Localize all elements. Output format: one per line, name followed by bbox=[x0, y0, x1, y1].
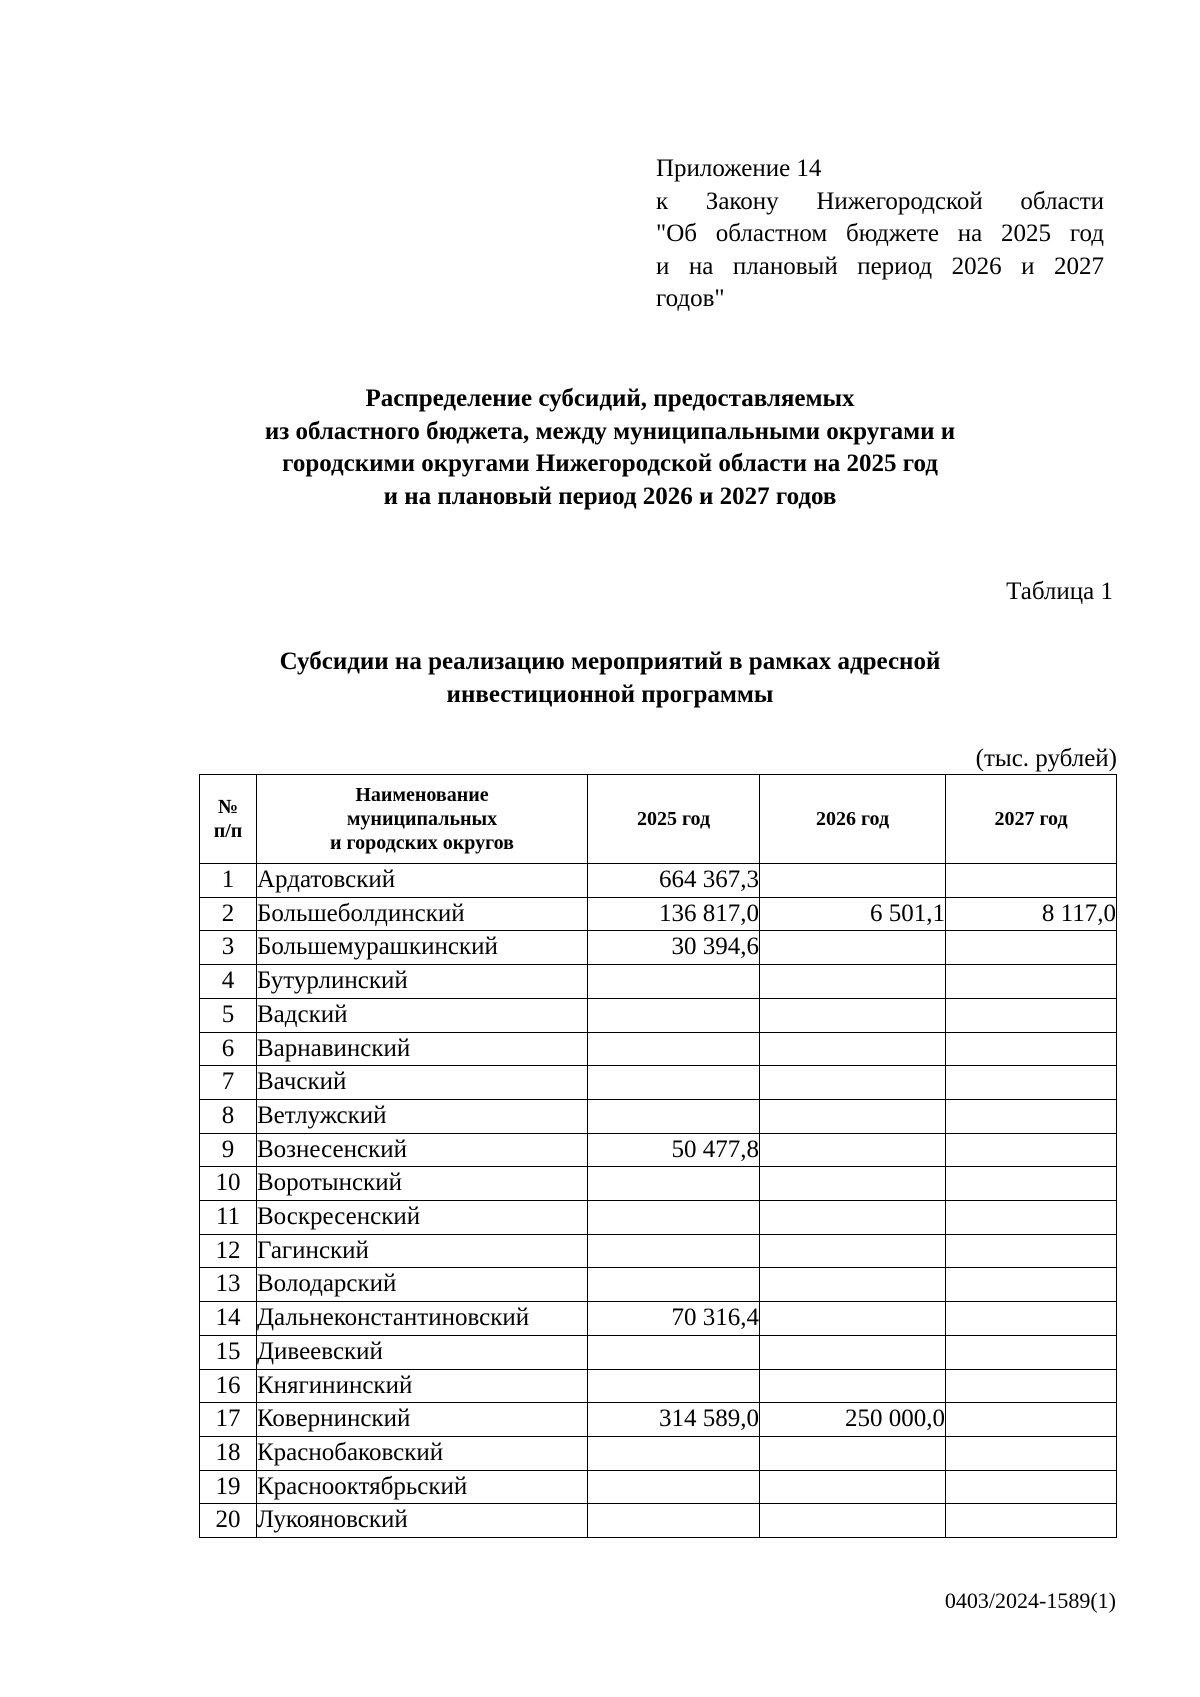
appendix-line: годов" bbox=[656, 285, 725, 312]
table-row bbox=[200, 1167, 1117, 1201]
table-row bbox=[200, 965, 1117, 999]
row-number: 14 bbox=[200, 1302, 257, 1336]
header-name-line3: и городских округов bbox=[330, 832, 514, 854]
row-number: 5 bbox=[200, 998, 257, 1032]
value-2025: 70 316,4 bbox=[588, 1302, 760, 1336]
value-2026 bbox=[760, 1167, 946, 1201]
district-name: Большеболдинский bbox=[257, 897, 588, 931]
value-2026 bbox=[760, 864, 946, 898]
district-name: Большемурашкинский bbox=[257, 931, 588, 965]
header-2027: 2027 год bbox=[946, 775, 1117, 864]
table-row bbox=[200, 1099, 1117, 1133]
row-number: 12 bbox=[200, 1234, 257, 1268]
header-2026: 2026 год bbox=[760, 775, 946, 864]
row-number: 9 bbox=[200, 1133, 257, 1167]
value-2027 bbox=[946, 1066, 1117, 1100]
value-2026 bbox=[760, 965, 946, 999]
table-row bbox=[200, 864, 1117, 898]
header-name-line1: Наименование bbox=[355, 784, 489, 806]
value-2025: 30 394,6 bbox=[588, 931, 760, 965]
row-number: 16 bbox=[200, 1369, 257, 1403]
table-row bbox=[200, 1504, 1117, 1538]
table-row bbox=[200, 998, 1117, 1032]
header-name-line2: муниципальных bbox=[346, 808, 498, 830]
district-name: Ковернинский bbox=[257, 1403, 588, 1437]
header-number-line1: № bbox=[217, 796, 239, 818]
district-name: Володарский bbox=[257, 1268, 588, 1302]
row-number: 18 bbox=[200, 1436, 257, 1470]
value-2027 bbox=[946, 1133, 1117, 1167]
value-2027 bbox=[946, 1099, 1117, 1133]
table-row bbox=[200, 1369, 1117, 1403]
row-number: 11 bbox=[200, 1201, 257, 1235]
table-row bbox=[200, 897, 1117, 931]
value-2025 bbox=[588, 1167, 760, 1201]
district-name: Краснобаковский bbox=[257, 1436, 588, 1470]
value-2027 bbox=[946, 1302, 1117, 1336]
value-2026 bbox=[760, 1470, 946, 1504]
row-number: 8 bbox=[200, 1099, 257, 1133]
value-2027 bbox=[946, 1504, 1117, 1538]
row-number: 6 bbox=[200, 1032, 257, 1066]
district-name: Гагинский bbox=[257, 1234, 588, 1268]
value-2025 bbox=[588, 1032, 760, 1066]
table-row bbox=[200, 1032, 1117, 1066]
value-2025 bbox=[588, 1234, 760, 1268]
district-name: Дальнеконстантиновский bbox=[257, 1302, 588, 1336]
subsidies-table bbox=[199, 774, 1117, 1538]
table-row bbox=[200, 1133, 1117, 1167]
value-2026 bbox=[760, 1133, 946, 1167]
value-2027 bbox=[946, 965, 1117, 999]
document-title bbox=[150, 383, 1070, 513]
value-2026 bbox=[760, 1268, 946, 1302]
subtitle-line: Субсидии на реализацию мероприятий в рамках адресной bbox=[279, 648, 941, 675]
value-2026: 6 501,1 bbox=[760, 897, 946, 931]
title-line: и на плановый период 2026 и 2027 годов bbox=[383, 482, 837, 510]
district-name: Княгининский bbox=[257, 1369, 588, 1403]
row-number: 4 bbox=[200, 965, 257, 999]
value-2026 bbox=[760, 1369, 946, 1403]
title-line: городскими округами Нижегородской области на 2025 год bbox=[282, 450, 938, 477]
table-subtitle bbox=[150, 646, 1070, 711]
row-number: 17 bbox=[200, 1403, 257, 1437]
value-2027 bbox=[946, 1335, 1117, 1369]
district-name: Вадский bbox=[257, 998, 588, 1032]
table-row bbox=[200, 1066, 1117, 1100]
value-2026 bbox=[760, 1032, 946, 1066]
value-2026 bbox=[760, 1504, 946, 1538]
value-2026 bbox=[760, 998, 946, 1032]
value-2026 bbox=[760, 1335, 946, 1369]
title-line: Распределение субсидий, предоставляемых bbox=[365, 385, 855, 412]
value-2026 bbox=[760, 1234, 946, 1268]
table-label: Таблица 1 bbox=[1006, 578, 1113, 605]
value-2027 bbox=[946, 864, 1117, 898]
units-label: (тыс. рублей) bbox=[975, 745, 1117, 772]
table-row bbox=[200, 1403, 1117, 1437]
row-number: 2 bbox=[200, 897, 257, 931]
title-line: из областного бюджета, между муниципальными округами и bbox=[264, 417, 956, 445]
value-2025: 136 817,0 bbox=[588, 897, 760, 931]
district-name: Ардатовский bbox=[257, 864, 588, 898]
value-2025 bbox=[588, 1369, 760, 1403]
document-code: 0403/2024-1589(1) bbox=[944, 1588, 1116, 1613]
value-2027: 8 117,0 bbox=[946, 897, 1117, 931]
value-2025 bbox=[588, 998, 760, 1032]
value-2027 bbox=[946, 1167, 1117, 1201]
value-2026 bbox=[760, 1302, 946, 1336]
row-number: 10 bbox=[200, 1167, 257, 1201]
district-name: Ветлужский bbox=[257, 1099, 588, 1133]
value-2025 bbox=[588, 1335, 760, 1369]
row-number: 3 bbox=[200, 931, 257, 965]
table-row bbox=[200, 1302, 1117, 1336]
table-row bbox=[200, 1268, 1117, 1302]
value-2027 bbox=[946, 1201, 1117, 1235]
value-2026 bbox=[760, 1099, 946, 1133]
value-2025 bbox=[588, 1470, 760, 1504]
table-row bbox=[200, 1436, 1117, 1470]
value-2025 bbox=[588, 1066, 760, 1100]
header-number bbox=[200, 775, 257, 864]
header-2025: 2025 год bbox=[588, 775, 760, 864]
row-number: 13 bbox=[200, 1268, 257, 1302]
district-name: Вознесенский bbox=[257, 1133, 588, 1167]
table-row bbox=[200, 1470, 1117, 1504]
value-2025 bbox=[588, 1436, 760, 1470]
table-row bbox=[200, 1201, 1117, 1235]
district-name: Дивеевский bbox=[257, 1335, 588, 1369]
value-2027 bbox=[946, 1032, 1117, 1066]
table-row bbox=[200, 1335, 1117, 1369]
value-2025 bbox=[588, 1201, 760, 1235]
district-name: Краснооктябрьский bbox=[257, 1470, 588, 1504]
header-number-line2: п/п bbox=[213, 820, 243, 842]
appendix-line: Приложение 14 bbox=[656, 155, 822, 182]
district-name: Варнавинский bbox=[257, 1032, 588, 1066]
row-number: 7 bbox=[200, 1066, 257, 1100]
district-name: Вачский bbox=[257, 1066, 588, 1100]
value-2027 bbox=[946, 1369, 1117, 1403]
row-number: 20 bbox=[200, 1504, 257, 1538]
table-header-row bbox=[200, 775, 1117, 864]
value-2027 bbox=[946, 1470, 1117, 1504]
value-2026 bbox=[760, 931, 946, 965]
value-2025: 664 367,3 bbox=[588, 864, 760, 898]
appendix-line: к Закону Нижегородской области bbox=[656, 187, 1104, 215]
district-name: Бутурлинский bbox=[257, 965, 588, 999]
value-2025 bbox=[588, 1504, 760, 1538]
value-2026 bbox=[760, 1436, 946, 1470]
appendix-line: и на плановый период 2026 и 2027 bbox=[656, 252, 1104, 280]
value-2027 bbox=[946, 1403, 1117, 1437]
row-number: 15 bbox=[200, 1335, 257, 1369]
value-2026: 250 000,0 bbox=[760, 1403, 946, 1437]
value-2025 bbox=[588, 1099, 760, 1133]
value-2026 bbox=[760, 1066, 946, 1100]
table-row bbox=[200, 931, 1117, 965]
district-name: Лукояновский bbox=[257, 1504, 588, 1538]
row-number: 1 bbox=[200, 864, 257, 898]
subtitle-line: инвестиционной программы bbox=[446, 680, 774, 708]
appendix-line: "Об областном бюджете на 2025 год bbox=[656, 220, 1104, 247]
value-2025: 314 589,0 bbox=[588, 1403, 760, 1437]
value-2027 bbox=[946, 998, 1117, 1032]
table-row bbox=[200, 1234, 1117, 1268]
value-2027 bbox=[946, 931, 1117, 965]
district-name: Воротынский bbox=[257, 1167, 588, 1201]
value-2026 bbox=[760, 1201, 946, 1235]
value-2027 bbox=[946, 1436, 1117, 1470]
district-name: Воскресенский bbox=[257, 1201, 588, 1235]
value-2027 bbox=[946, 1268, 1117, 1302]
value-2027 bbox=[946, 1234, 1117, 1268]
header-name bbox=[257, 775, 588, 864]
row-number: 19 bbox=[200, 1470, 257, 1504]
value-2025 bbox=[588, 965, 760, 999]
value-2025 bbox=[588, 1268, 760, 1302]
appendix-note bbox=[656, 153, 1104, 316]
value-2025: 50 477,8 bbox=[588, 1133, 760, 1167]
